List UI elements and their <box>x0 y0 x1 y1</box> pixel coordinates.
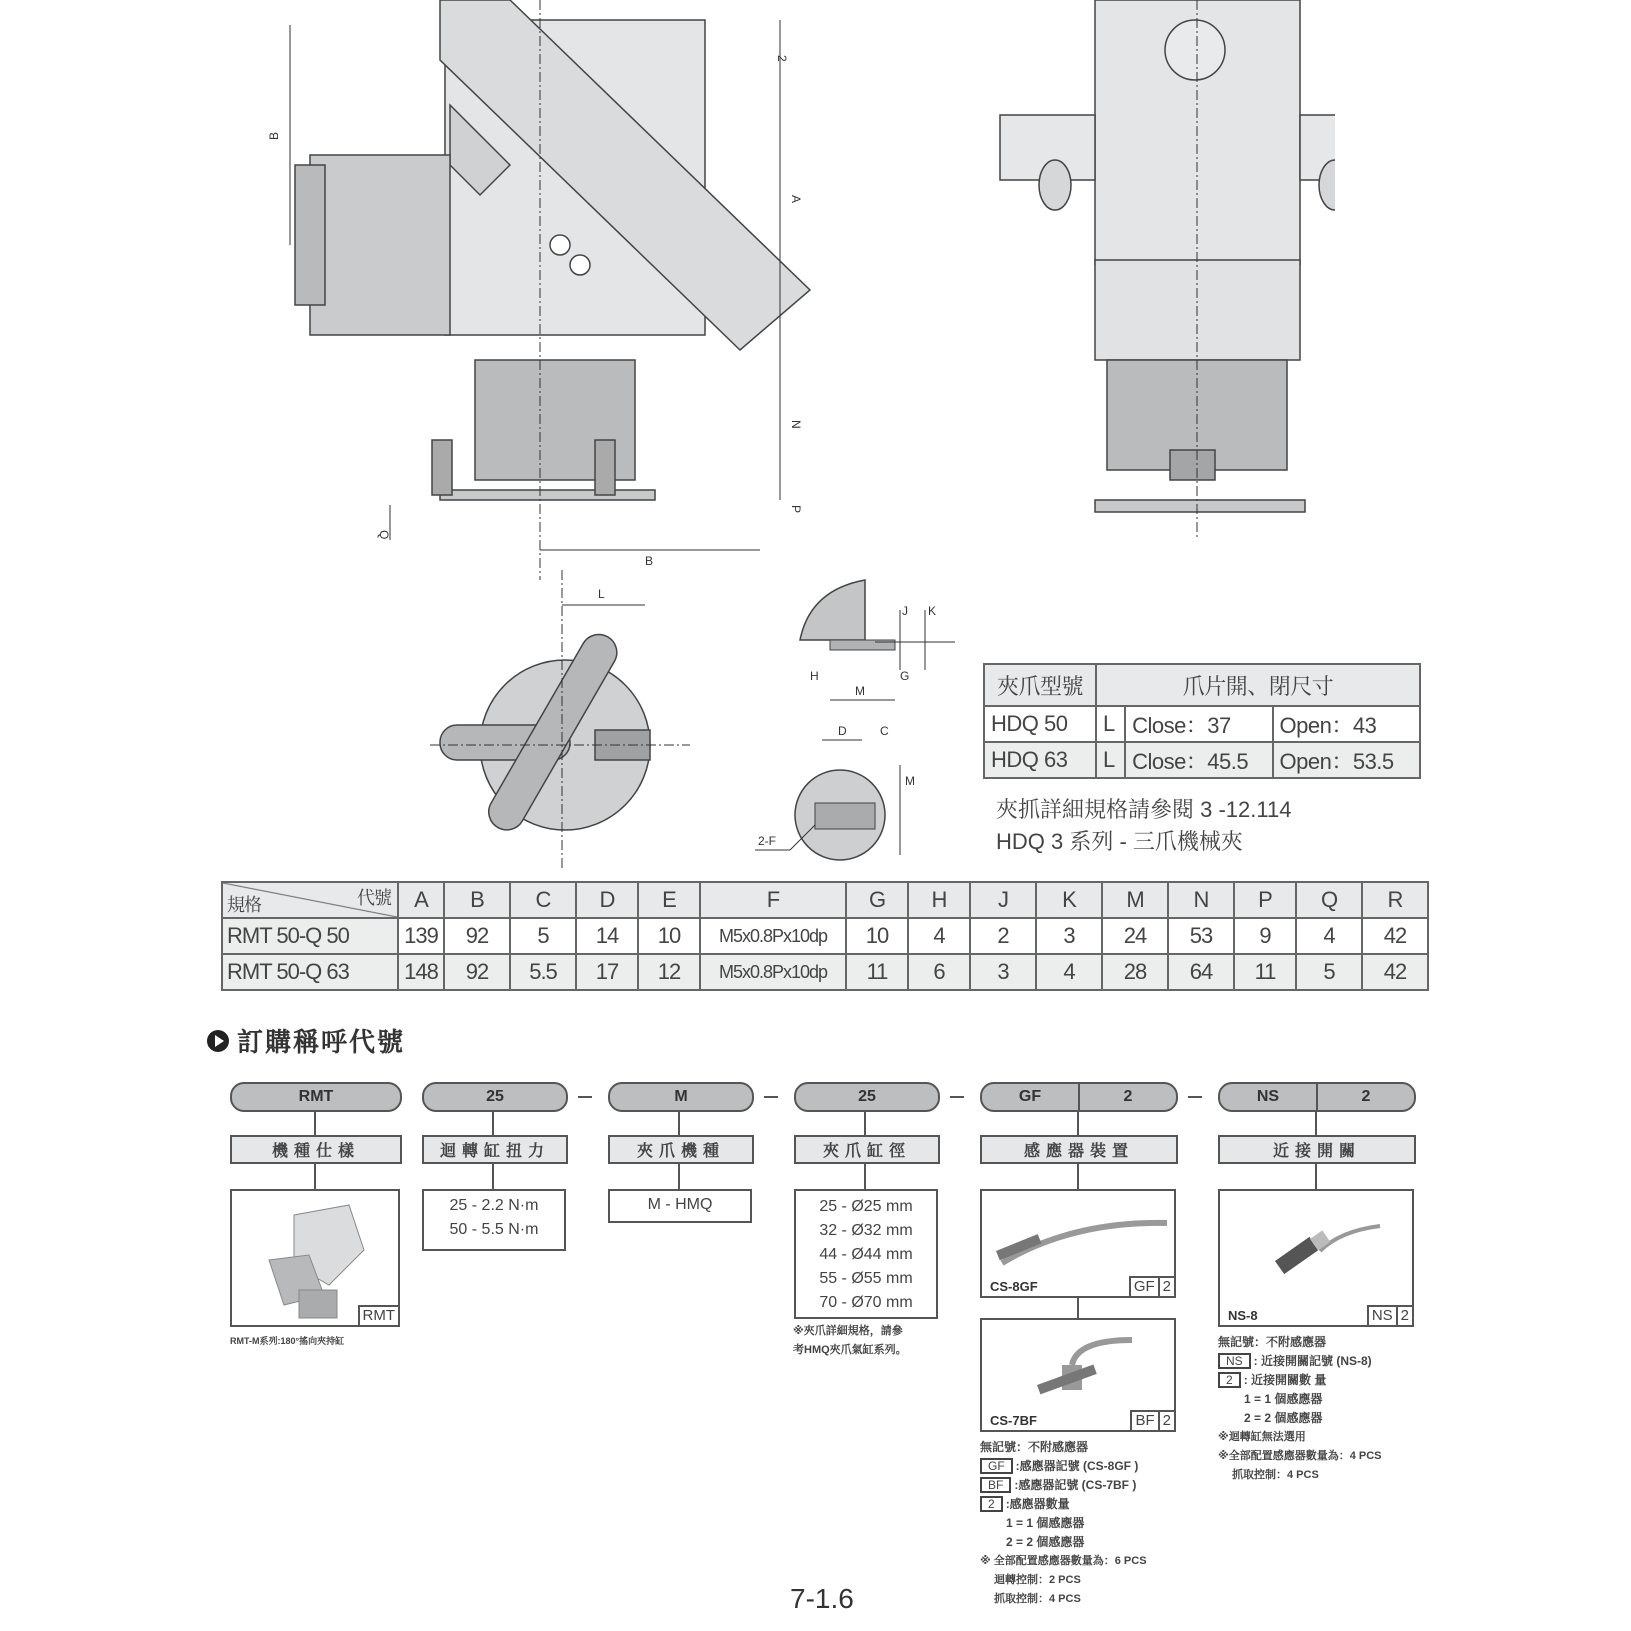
dim-h-label: H <box>810 669 819 683</box>
cell: 12 <box>638 954 700 990</box>
tag-text: 2 <box>1158 1278 1174 1296</box>
dim-c-label: C <box>880 725 889 738</box>
hdq-dim: L <box>1096 742 1125 778</box>
torque-option: 50 - 5.5 N·m <box>449 1221 539 1238</box>
hdq-note-series: HDQ 3 系列 - 三爪機械夾 <box>996 829 1243 854</box>
hdq-note-ref: 夾抓詳細規格請參閱 3 -12.114 <box>996 797 1292 822</box>
note-line: :感應器記號 (CS-7BF ) <box>1014 1478 1137 1492</box>
col-c: C <box>510 882 576 918</box>
tag-text: NS <box>1371 1307 1393 1324</box>
dim-g-label: G <box>900 669 910 683</box>
label-sensor: 感應器裝置 <box>980 1135 1178 1164</box>
separator-dash <box>578 1096 592 1098</box>
bore-note <box>793 1322 907 1360</box>
prox-tag <box>1367 1305 1412 1325</box>
code-part: RMT <box>298 1088 334 1105</box>
connector <box>492 1112 494 1135</box>
gripper-option: M - HMQ <box>647 1196 713 1213</box>
connector <box>1315 1164 1317 1189</box>
connector <box>314 1164 316 1189</box>
cell: 11 <box>846 954 908 990</box>
rmt-caption: RMT-M系列:180°搖向夾持缸 <box>230 1336 345 1346</box>
col-n: N <box>1168 882 1234 918</box>
cell: 2 <box>970 918 1036 954</box>
code-pill-sensor <box>980 1082 1178 1112</box>
label-prox: 近接開關 <box>1218 1135 1416 1164</box>
connector <box>678 1164 680 1189</box>
code-pill-bore <box>794 1082 940 1112</box>
note-box: 2 <box>980 1496 1003 1512</box>
sensor-tag <box>1130 1410 1174 1430</box>
rmt-tag <box>358 1305 399 1325</box>
cell: 42 <box>1362 918 1428 954</box>
dim-d-label: D <box>838 725 847 738</box>
bore-option: 32 - Ø32 mm <box>819 1222 913 1239</box>
dim-l-label: L <box>598 587 605 601</box>
chuck-bottom-view <box>430 570 690 870</box>
cell: 4 <box>908 918 970 954</box>
sensor-model: CS-8GF <box>990 1279 1038 1294</box>
bore-option: 70 - Ø70 mm <box>819 1294 913 1311</box>
prox-ns8-image <box>1220 1201 1410 1311</box>
connector <box>864 1164 866 1189</box>
note-line: 2 = 2 個感應器 <box>1006 1535 1085 1549</box>
note-line: :感應器數量 <box>1005 1497 1070 1511</box>
hdq-header-model: 夾爪型號 <box>984 664 1096 706</box>
sensor-cs8gf-image <box>982 1201 1172 1281</box>
code-pill-prox <box>1218 1082 1416 1112</box>
ordering-section-title <box>207 1022 405 1059</box>
corner-spec-label: 規格 <box>227 895 261 915</box>
dim-k-label: K <box>928 604 937 618</box>
note-line: 1 = 1 個感應器 <box>1006 1516 1085 1530</box>
cell: 92 <box>444 954 510 990</box>
note-line: : 近接開關記號 (NS-8) <box>1253 1354 1372 1368</box>
cell: 148 <box>398 954 444 990</box>
cell: 139 <box>398 918 444 954</box>
cell: 3 <box>1036 918 1102 954</box>
hdq-header-dims: 爪片開、閉尺寸 <box>1096 664 1420 706</box>
hdq-jaw-table <box>983 663 1421 779</box>
dim-n-label: N <box>789 420 803 429</box>
spec-table <box>221 881 1429 991</box>
dim-2-label: 2 <box>775 55 789 62</box>
spec-row-name: RMT 50-Q 50 <box>222 918 398 954</box>
sensor-model: CS-7BF <box>990 1413 1037 1428</box>
note-line: 2 = 2 個感應器 <box>1244 1411 1323 1425</box>
bore-option: 55 - Ø55 mm <box>819 1270 913 1287</box>
col-a: A <box>398 882 444 918</box>
hdq-dim: L <box>1096 706 1125 742</box>
hdq-row <box>984 706 1420 742</box>
hdq-row <box>984 742 1420 778</box>
jaw-face-drawing <box>750 725 930 875</box>
gripper-options-box <box>608 1189 752 1223</box>
spec-corner-header <box>222 882 398 918</box>
label-model-spec: 機種仕樣 <box>230 1135 402 1164</box>
separator-dash <box>1188 1096 1202 1098</box>
sensor-box-cs8gf <box>980 1189 1176 1298</box>
front-view-drawing <box>250 0 890 580</box>
hdq-open: Open：53.5 <box>1273 742 1420 778</box>
separator-dash <box>950 1096 964 1098</box>
code-part: 25 <box>858 1088 876 1105</box>
note-line: 1 = 1 個感應器 <box>1244 1392 1323 1406</box>
connector <box>492 1164 494 1189</box>
side-view-drawing <box>995 0 1335 540</box>
dim-j-label: J <box>902 604 908 618</box>
note-box: 2 <box>1218 1372 1241 1388</box>
connector <box>1077 1296 1079 1318</box>
torque-options-box <box>422 1189 566 1251</box>
separator-dash <box>764 1096 778 1098</box>
connector <box>314 1112 316 1135</box>
col-q: Q <box>1296 882 1362 918</box>
col-f: F <box>700 882 846 918</box>
torque-option: 25 - 2.2 N·m <box>449 1197 539 1214</box>
cell: 17 <box>576 954 638 990</box>
dim-p-label: P <box>789 505 803 514</box>
cell: M5x0.8Px10dp <box>700 954 846 990</box>
cell: 4 <box>1036 954 1102 990</box>
code-part: 25 <box>486 1088 504 1105</box>
cell: 5 <box>510 918 576 954</box>
hdq-model: HDQ 50 <box>984 706 1096 742</box>
col-b: B <box>444 882 510 918</box>
label-gripper: 夾爪機種 <box>608 1135 754 1164</box>
hdq-open: Open：43 <box>1273 706 1420 742</box>
tag-text: RMT <box>362 1307 395 1324</box>
cell: 9 <box>1234 918 1296 954</box>
prox-notes <box>1218 1333 1382 1485</box>
note-line: ※迴轉缸無法選用 <box>1218 1431 1306 1443</box>
prox-box-ns8 <box>1218 1189 1414 1327</box>
hdq-close: Close：45.5 <box>1125 742 1272 778</box>
sensor-tag <box>1129 1276 1174 1296</box>
connector <box>864 1112 866 1135</box>
dim-q-label: Q <box>377 530 391 540</box>
note-line: :感應器記號 (CS-8GF ) <box>1015 1459 1139 1473</box>
col-d: D <box>576 882 638 918</box>
tag-text: 2 <box>1158 1412 1174 1430</box>
code-pill-rmt <box>230 1082 402 1112</box>
bore-option: 25 - Ø25 mm <box>819 1198 913 1215</box>
hdq-close: Close：37 <box>1125 706 1272 742</box>
col-e: E <box>638 882 700 918</box>
note-line: 抓取控制：4 PCS <box>994 1593 1081 1605</box>
note-box: BF <box>980 1477 1011 1493</box>
cell: 53 <box>1168 918 1234 954</box>
dim-b2-label: B <box>645 554 654 568</box>
sensor-notes <box>980 1438 1147 1609</box>
dim-m-label: M <box>855 684 865 698</box>
rmt-product-box <box>230 1189 400 1327</box>
col-j: J <box>970 882 1036 918</box>
col-r: R <box>1362 882 1428 918</box>
label-torque: 迴轉缸扭力 <box>422 1135 568 1164</box>
connector <box>678 1112 680 1135</box>
note-line: 無記號：不附感應器 <box>980 1440 1089 1454</box>
connector <box>1315 1112 1317 1135</box>
sensor-box-cs7bf <box>980 1318 1176 1432</box>
note-line: ※ 全部配置感應器數量為：6 PCS <box>980 1555 1147 1567</box>
cell: 11 <box>1234 954 1296 990</box>
note-line: 抓取控制：4 PCS <box>1232 1469 1319 1481</box>
jaw-detail-drawing <box>790 570 970 720</box>
cell: 5.5 <box>510 954 576 990</box>
col-p: P <box>1234 882 1296 918</box>
tag-text: 2 <box>1396 1307 1412 1325</box>
cell: 92 <box>444 918 510 954</box>
ordering-title-text: 訂購稱呼代號 <box>237 1027 406 1057</box>
code-part: GF <box>1018 1088 1042 1105</box>
label-bore: 夾爪缸徑 <box>794 1135 940 1164</box>
code-part: 2 <box>1078 1084 1176 1110</box>
cell: 10 <box>638 918 700 954</box>
note-line: 無記號：不附感應器 <box>1218 1335 1327 1349</box>
note-line: ※夾爪詳細規格，請參 <box>793 1325 903 1337</box>
note-box: NS <box>1218 1353 1251 1369</box>
connector <box>1077 1164 1079 1189</box>
col-m: M <box>1102 882 1168 918</box>
sensor-cs7bf-image <box>982 1325 1172 1415</box>
prox-model: NS-8 <box>1228 1308 1258 1323</box>
col-h: H <box>908 882 970 918</box>
bore-option: 44 - Ø44 mm <box>819 1246 913 1263</box>
code-pill-gripper <box>608 1082 754 1112</box>
cell: 3 <box>970 954 1036 990</box>
note-line: 考HMQ夾爪氣缸系列。 <box>793 1344 907 1356</box>
note-box: GF <box>980 1458 1013 1474</box>
cell: 42 <box>1362 954 1428 990</box>
code-part: M <box>674 1088 688 1105</box>
tag-text: BF <box>1135 1412 1155 1429</box>
cell: 28 <box>1102 954 1168 990</box>
corner-code-label: 代號 <box>357 888 391 908</box>
connector <box>1077 1112 1079 1135</box>
cell: M5x0.8Px10dp <box>700 918 846 954</box>
code-part: 2 <box>1316 1084 1414 1110</box>
play-circle-icon <box>207 1030 229 1052</box>
dim-m2-label: M <box>905 774 915 788</box>
dim-b-label: B <box>267 131 281 140</box>
bore-options-box <box>794 1189 938 1319</box>
cell: 5 <box>1296 954 1362 990</box>
code-pill-torque <box>422 1082 568 1112</box>
hdq-model: HDQ 63 <box>984 742 1096 778</box>
cell: 14 <box>576 918 638 954</box>
rmt-product-image <box>254 1195 374 1320</box>
cell: 64 <box>1168 954 1234 990</box>
code-part: NS <box>1256 1088 1280 1105</box>
note-line: ※全部配置感應器數量為：4 PCS <box>1218 1450 1382 1462</box>
col-g: G <box>846 882 908 918</box>
col-k: K <box>1036 882 1102 918</box>
dim-2f-label: 2-F <box>758 834 776 848</box>
page-number: 7-1.6 <box>790 1583 854 1614</box>
tag-text: GF <box>1133 1278 1155 1295</box>
dim-a-label: A <box>789 195 803 204</box>
spec-row <box>222 954 1428 990</box>
spec-row-name: RMT 50-Q 63 <box>222 954 398 990</box>
cell: 10 <box>846 918 908 954</box>
cell: 6 <box>908 954 970 990</box>
note-line: : 近接開關數 量 <box>1243 1373 1327 1387</box>
cell: 24 <box>1102 918 1168 954</box>
spec-row <box>222 918 1428 954</box>
cell: 4 <box>1296 918 1362 954</box>
note-line: 迴轉控制：2 PCS <box>994 1574 1081 1586</box>
